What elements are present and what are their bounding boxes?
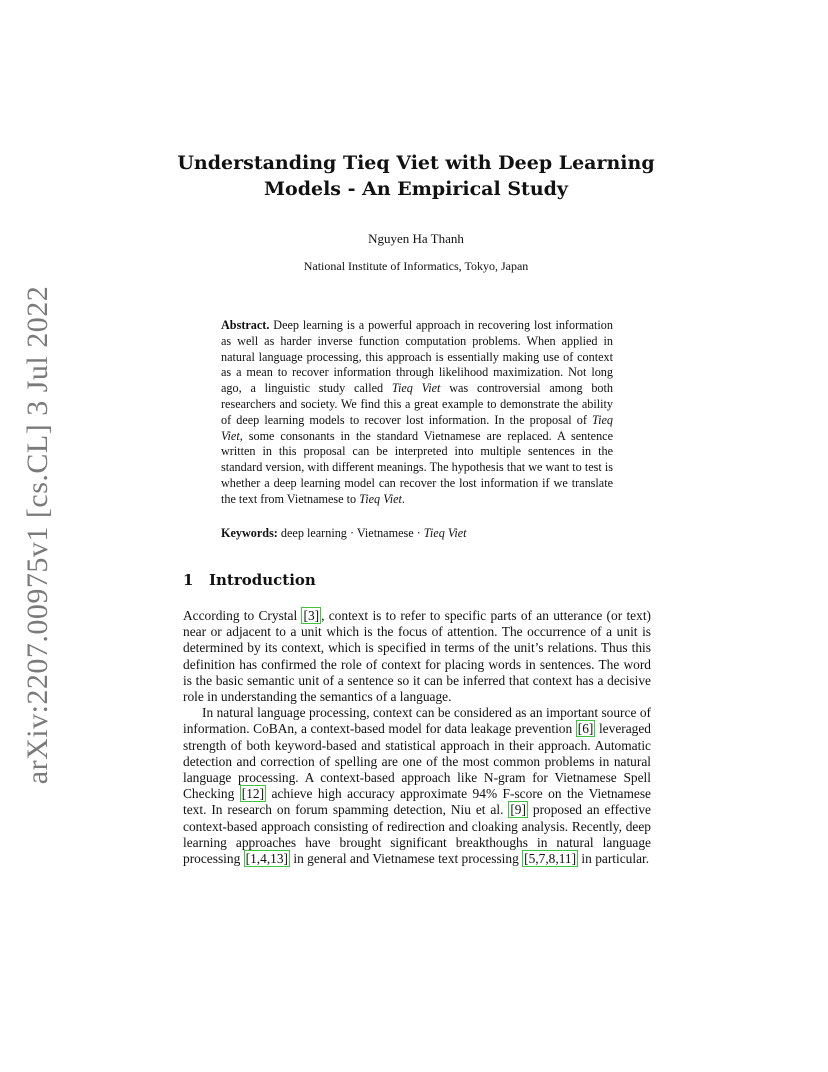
section-heading — [183, 571, 316, 589]
citation-link[interactable]: [3] — [303, 608, 320, 623]
body-text — [183, 608, 651, 867]
paragraph-text: achieve high accuracy approximate 94% F-score on the Vietnamese text. In research on forum spamming detection, Niu et al. — [183, 786, 651, 818]
author-affiliation: National Institute of Informatics, Tokyo, Japan — [303, 259, 529, 273]
title-line-1: Understanding Tieq Viet with Deep Learning — [177, 152, 655, 174]
keywords-label: Keywords: — [221, 526, 278, 540]
keyword-tieq-viet: Tieq Viet — [423, 526, 467, 540]
paragraph — [183, 705, 651, 867]
citation-link[interactable]: [12] — [241, 786, 265, 802]
paper-title — [160, 150, 672, 202]
author-name: Nguyen Ha Thanh — [368, 231, 464, 246]
paragraph-text: proposed an effective context-based approach consisting of redirection and cloaking analysis. Recently, deep learning approaches have brought significant breakthoughs in natural language processing — [183, 802, 652, 867]
paragraph-text: in general and Vietnamese text processing — [290, 851, 523, 867]
abstract-text: , some consonants in the standard Vietnamese are replaced. A sentence written in this proposal can be interpreted into multiple sentences in the standard version, with different meanings. The hypothesis that we want to test is whether a deep learning model can recover the lost information if we translate the text from Vietnamese to — [221, 428, 613, 506]
term-tieq-viet: Tieq Viet — [359, 491, 402, 506]
paragraph-text: , context is to refer to specific parts of an utterance (or text) near or adjacent to a unit which is the focus of attention. The occurrence of a unit is determined by its context, which is specified in terms of the unit’s relations. Thus this definition has confirmed the role of context for placing words in sentences. The word is the basic semantic unit of a sentence so it can be inferred that context has a decisive role in understanding the semantics of a language. — [183, 608, 651, 705]
section-title: Introduction — [209, 571, 316, 589]
citation-link[interactable]: [1,4,13] — [245, 851, 289, 867]
paragraph — [183, 608, 651, 705]
abstract-text: was controversial among both researchers and society. We find this a great example to demonstrate the ability of deep learning models to recover lost information. In the proposal of — [221, 381, 613, 427]
paragraph-text: leveraged strength of both keyword-based and statistical approach in their approach. Automatic detection and correction of spelling are one of the most common problems in natural language processing. A context-based approach like N-gram for Vietnamese Spell Checking — [183, 721, 651, 802]
term-tieq-viet: Tieq Viet — [391, 381, 441, 396]
abstract — [221, 318, 613, 508]
title-line-2: Models - An Empirical Study — [264, 178, 568, 200]
citation-link[interactable]: [9] — [510, 802, 526, 818]
citation-link[interactable]: [6] — [577, 721, 594, 737]
paragraph-text: According to Crystal — [183, 608, 302, 623]
paragraph-text: in particular. — [578, 851, 650, 867]
abstract-text: . — [401, 491, 405, 506]
term-tieq-viet: Tieq Viet — [221, 412, 613, 443]
paragraph-text: In natural language processing, context can be considered as an important source of information. CoBAn, a context-based model for data leakage prevention — [183, 705, 651, 737]
abstract-label: Abstract. — [221, 318, 270, 332]
keywords — [221, 526, 613, 541]
citation-link[interactable]: [5,7,8,11] — [524, 851, 577, 867]
abstract-text: Deep learning is a powerful approach in recovering lost information as well as harder inverse function computation problems. When applied in natural language processing, this approach is essentially making use of context as a mean to recover information through likelihood maximization. Not long ago, a linguistic study called — [221, 318, 613, 396]
keywords-text: deep learning · Vietnamese · — [277, 526, 424, 540]
arxiv-identifier: arXiv:2207.00975v1 [cs.CL] 3 Jul 2022 — [21, 285, 54, 785]
section-number: 1 — [183, 571, 194, 589]
